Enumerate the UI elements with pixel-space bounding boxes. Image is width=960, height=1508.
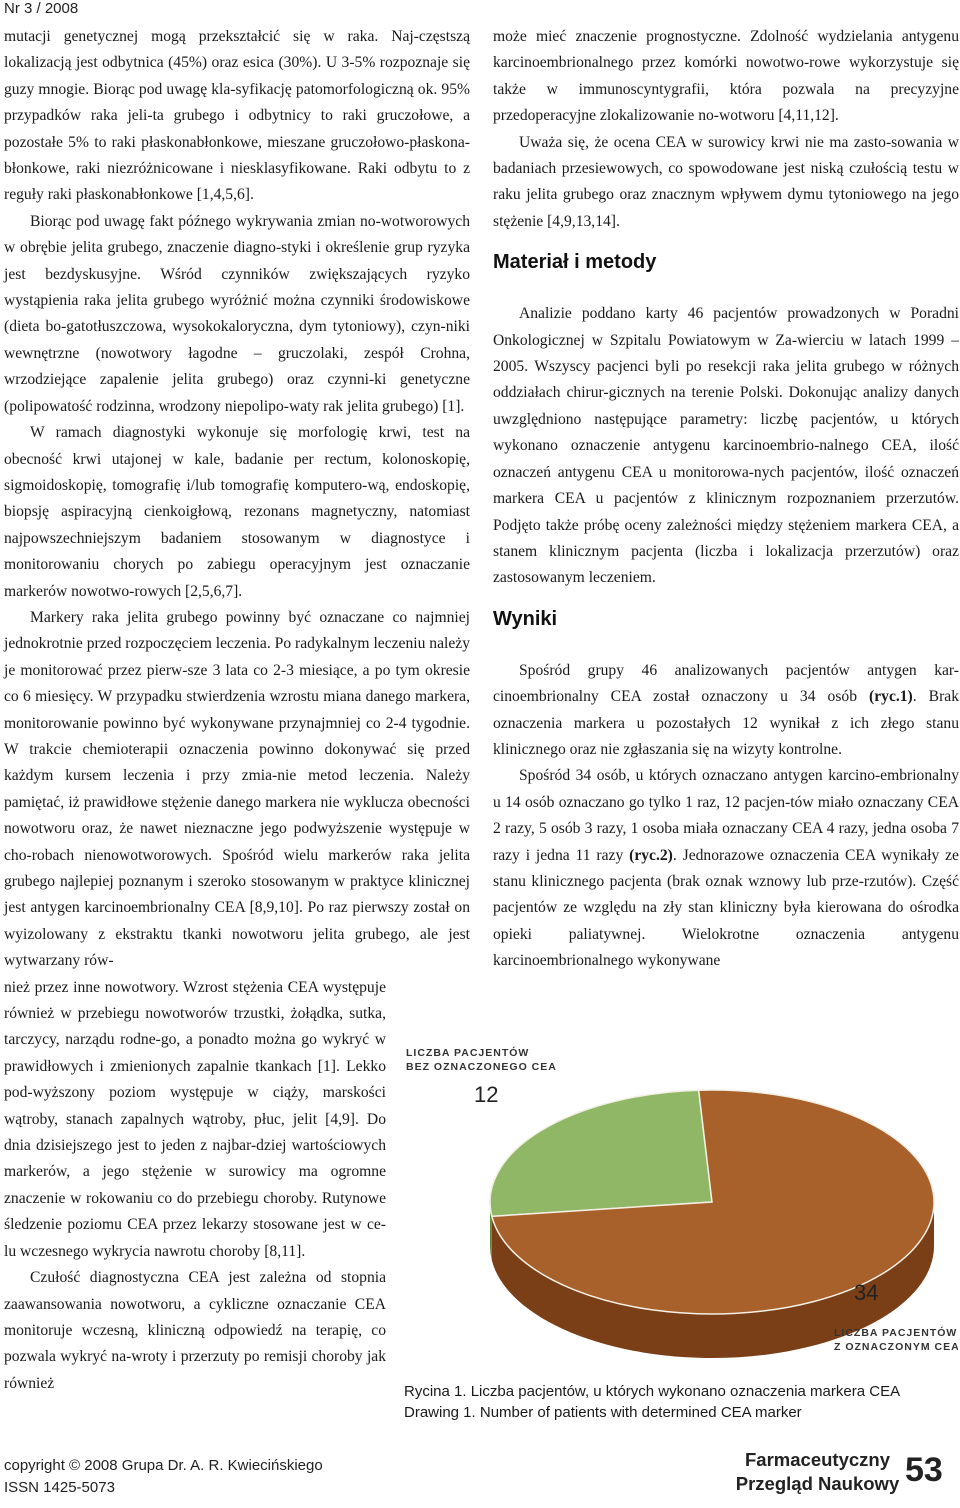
copyright-block xyxy=(4,1455,323,1499)
caption-english: Drawing 1. Number of patients with determined CEA marker xyxy=(404,1404,802,1421)
paragraph: mutacji genetycznej mogą przekształcić się w raka. Naj-częstszą lokalizacją jest odbytnica (45%) oraz esica (30%). U 3-5% rozpoznaje się guzy mnogie. Biorąc pod uwagę kla-syfikację patomorfologiczną ok. 95% przypadków raka jeli-ta grubego i odbytnicy to raki gruczołowe, a pozostałe 5% to raki płaskonabłonkowe, mieszane gruczołowo-płaskona-błonkowe, raki niezróżnicowane i niesklasyfikowane. Raki odbytu to z reguły raki płaskonabłonkowe [1,4,5,6]. xyxy=(4,28,470,204)
paragraph: W ramach diagnostyki wykonuje się morfologię krwi, test na obecność krwi utajonej w kale, badanie per rectum, kolonoskopię, sigmoidoskopię, tomografię i/lub tomografię komputero-wą, endoskopię, biopsję aspiracyjną cienkoigłową, rezonans magnetyczny, natomiast najpowszechniejszym badaniem stosowanym w diagnostyce i monitorowaniu chorych po zabiegu operacyjnym jest oznaczanie markerów nowotwo-rowych [2,5,6,7]. xyxy=(4,424,470,600)
paragraph xyxy=(493,658,959,764)
paragraph: Uważa się, że ocena CEA w surowicy krwi nie ma zasto-sowania w badaniach przesiewowych, co spowodowane jest niską czułością testu w raku jelita grubego oraz znacznym wpływem dymu tytoniowego na jego stężenie [4,9,13,14]. xyxy=(493,133,959,230)
paragraph: Analizie poddano karty 46 pacjentów prowadzonych w Poradni Onkologicznej w Szpitalu Powiatowym w Za-wierciu w latach 1999 – 2005. Wszyscy pacjenci byli po resekcji raka jelita grubego w różnych oddziałach chirur-gicznych na terenie Polski. Dokonując analizy danych uwzględniono następujące parametry: liczbę pacjentów, u których wykonano oznaczenie antygenu karcinoembrio-nalnego CEA, ilość oznaczeń antygenu CEA u monitorowa-nych pacjentów, ilość oznaczeń markera CEA u pacjentów z klinicznym rozpoznaniem przerzutów. Podjęto także próbę oceny zależności między stężeniem markera CEA, a stanem klinicznym pacjenta (liczba i lokalizacja przerzutów) oraz zastosowanym leczeniem. xyxy=(493,305,959,587)
paragraph xyxy=(493,763,959,974)
issn: ISSN 1425-5073 xyxy=(4,1479,115,1496)
journal-name xyxy=(735,1448,900,1496)
text-run: Spośród grupy 46 analizowanych pacjentów antygen kar-cinoembrionalny CEA został oznaczony u 34 osób xyxy=(493,661,959,706)
slice-label: Z OZNACZONYM CEA xyxy=(834,1341,958,1353)
paragraph: może mieć znaczenie prognostyczne. Zdolność wydzielania antygenu karcinoembrionalnego przez komórki nowotwo-rowe wykorzystuje się także w immunoscyntygrafii, która pozwala na precyzyjne przedoperacyjne zlokalizowanie no-wotworu [4,11,12]. xyxy=(493,28,959,125)
left-text-column xyxy=(4,24,470,1397)
paragraph: Biorąc pod uwagę fakt późnego wykrywania zmian no-wotworowych w obrębie jelita grubego, znaczenie diagno-styki i określenie grup ryzyka jest bezdyskusyjne. Wśród czynników zwiększających ryzyko wystąpienia raka jelita grubego wyróżnić można czynniki środowiskowe (dieta bo-gatotłuszczowa, wysokokaloryczna, dym tytoniowy), czyn-niki wewnętrzne (nowotwory łagodne – gruczolaki, zespół Crohna, wrzodziejące zapalenie jelita grubego) oraz czynni-ki genetyczne (polipowatość rodzinna, wrodzony niepolipo-waty rak jelita grubego) [1]. xyxy=(4,212,470,415)
slice-value-label: 34 xyxy=(854,1280,879,1305)
text-run: . Brak oznaczenia markera u pozostałych 12 wynikał z ich złego stanu klinicznego oraz nie zgłaszania się na wizyty kontrolne. xyxy=(493,688,959,758)
slice-label: LICZBA PACJENTÓW xyxy=(406,1047,530,1059)
slice-label: LICZBA PACJENTÓW xyxy=(834,1327,958,1339)
paragraph: Czułość diagnostyczna CEA jest zależna od stopnia zaawansowania nowotworu, a cykliczne oznaczanie CEA monitoruje wczesną, kliniczną odpowiedź na terapię, co pozwala wykryć na-wroty i przerzuty po remisji choroby jak również xyxy=(4,1269,386,1392)
caption-polish: Rycina 1. Liczba pacjentów, u których wykonano oznaczenia markera CEA xyxy=(404,1383,901,1400)
journal-name-line: Przegląd Naukowy xyxy=(735,1473,900,1494)
figure-pie-chart xyxy=(402,1032,958,1380)
section-heading-methods: Materiał i metody xyxy=(493,251,657,274)
paragraph: nież przez inne nowotwory. Wzrost stężenia CEA występuje również w przebiegu nowotworów trzustki, żołądka, sutka, tarczycy, narządu rodne-go, a ponadto można go wykryć w prawidłowych i zmienionych zapalnie tkankach [1]. Lekko pod-wyższony poziom występuje w ciąży, marskości wątroby, stanach zapalnych wątroby, płuc, jelit [4,9]. Do dnia dzisiejszego jest to jeden z najbar-dziej wartościowych markerów, a jego stężenie w surowicy ma ogromne znaczenie w rokowaniu co do przebiegu choroby. Rutynowe śledzenie poziomu CEA przez lekarzy stosowane jest w ce-lu wczesnego wykrycia nawrotu choroby [8,11]. xyxy=(4,978,386,1260)
text-run: Spośród 34 osób, u których oznaczano antygen karcino-embrionalny u 14 osób oznaczano go tylko 1 raz, 12 pacjen-tów miało oznaczany CEA 2 razy, 5 osób 3 razy, 1 osoba miała oznaczany CEA 4 razy, jedna osoba 7 razy i jedna 11 razy xyxy=(493,767,959,864)
right-text-column xyxy=(493,24,959,975)
pie-chart xyxy=(402,1032,958,1380)
section-heading-results: Wyniki xyxy=(493,607,558,630)
text-run: . Jednorazowe oznaczenia CEA wynikały ze stanu klinicznego pacjenta (brak oznak wznowy lub prze-rzutów). Część pacjentów ze względu na zły stan kliniczny była kierowana do ośrodka opieki paliatywnej. Wielokrotne oznaczenia antygenu karcinoembrionalnego wykonywane xyxy=(493,846,959,970)
figure-reference[interactable]: (ryc.2) xyxy=(629,846,673,864)
figure-caption xyxy=(404,1381,960,1423)
paragraph: Markery raka jelita grubego powinny być oznaczane co najmniej jednokrotnie przed rozpoczęciem leczenia. Po radykalnym leczeniu należy je monitorować przez pierw-sze 3 lata co 2-3 miesiące, a po tym okresie co 6 miesięcy. W przypadku stwierdzenia wzrostu miana danego markera, monitorowanie powinno być wykonywane przynajmniej co 2-4 tygodnie. W trakcie chemioterapii oznaczenia powinno dokonywać się przed każdym kursem leczenia i przy zmia-nie metod leczenia. Należy pamiętać, iż prawidłowe stężenie danego markera nie wyklucza obecności nowotworu oraz, że nawet nieznaczne jego podwyższenie występuje w cho-robach nienowotworowych. Spośród wielu markerów raka jelita grubego najlepiej poznanym i szeroko stosowanym w praktyce klinicznej jest antygen karcinoembrionalny CEA [8,9,10]. Po raz pierwszy został on wyizolowany z ekstraktu tkanki nowotworu jelita grubego, ale jest wytwarzany rów- xyxy=(4,608,470,970)
page-number: 53 xyxy=(905,1451,943,1489)
figure-reference[interactable]: (ryc.1) xyxy=(869,688,913,706)
journal-name-line: Farmaceutyczny xyxy=(745,1449,890,1470)
pie-slice xyxy=(490,1090,712,1216)
slice-value-label: 12 xyxy=(474,1082,499,1107)
issue-number: Nr 3 / 2008 xyxy=(4,0,79,17)
slice-label: BEZ OZNACZONEGO CEA xyxy=(406,1061,557,1073)
copyright-notice: copyright © 2008 Grupa Dr. A. R. Kwiecińskiego xyxy=(4,1457,323,1474)
